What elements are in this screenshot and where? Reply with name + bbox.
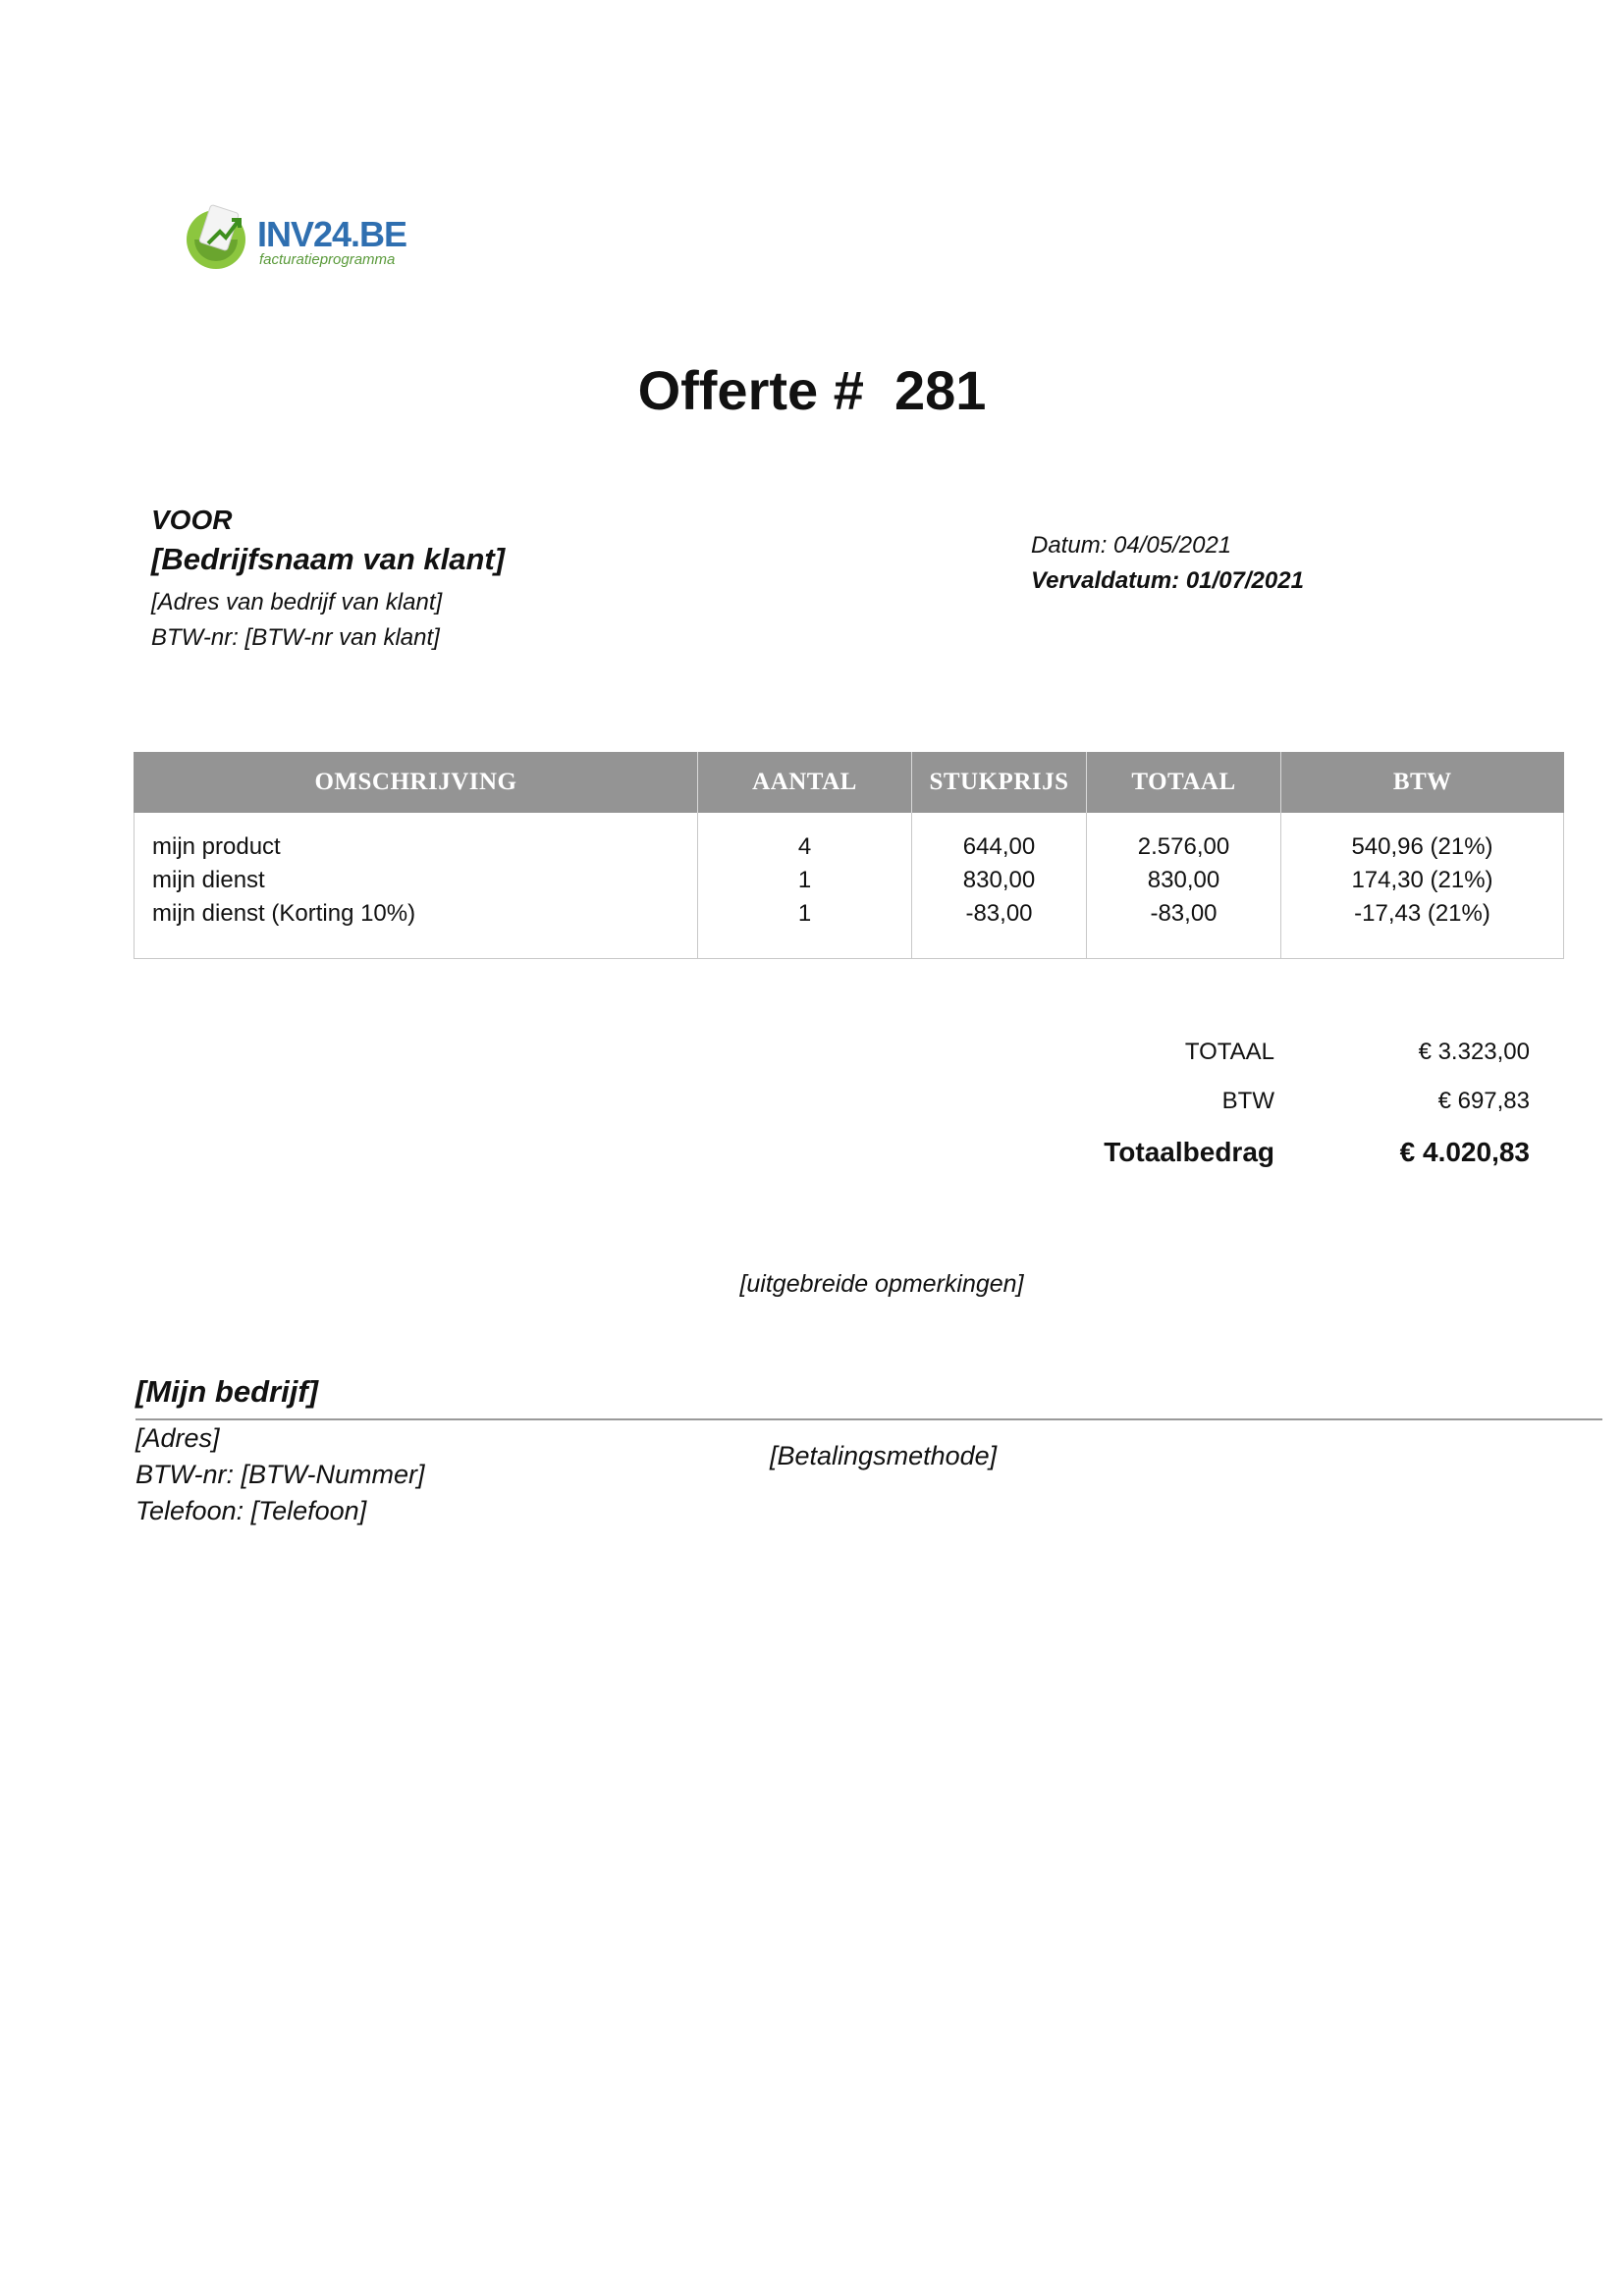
client-name: [Bedrijfsnaam van klant]: [151, 542, 506, 576]
company-name: [Mijn bedrijf]: [135, 1374, 318, 1409]
subtotal-label: TOTAAL: [1184, 1039, 1274, 1065]
client-address: [Adres van bedrijf van klant]: [151, 589, 443, 615]
client-heading: VOOR: [151, 505, 233, 535]
cell-vat: 540,96 (21%): [1281, 813, 1564, 864]
logo-tagline: facturatieprogramma: [259, 251, 396, 268]
document-title: Offerte # 281: [637, 359, 987, 421]
cell-description: mijn dienst: [135, 864, 698, 897]
vat-total-value: € 697,83: [1437, 1088, 1530, 1114]
cell-quantity: 1: [698, 897, 912, 959]
cell-description: mijn dienst (Korting 10%): [135, 897, 698, 959]
logo-brand-text: INV24.BE: [257, 214, 407, 254]
table-row: [135, 864, 1564, 897]
cell-unit-price: -83,00: [912, 897, 1087, 959]
line-items-table: [134, 752, 1564, 959]
column-header-vat: BTW: [1281, 752, 1564, 813]
vat-total-label: BTW: [1221, 1088, 1274, 1114]
cell-quantity: 4: [698, 813, 912, 864]
column-header-unit-price: STUKPRIJS: [912, 752, 1087, 813]
company-logo: [181, 196, 407, 275]
remarks-text: [uitgebreide opmerkingen]: [739, 1270, 1024, 1298]
table-row: [135, 813, 1564, 864]
column-header-quantity: AANTAL: [698, 752, 912, 813]
quote-date: Datum: 04/05/2021: [1031, 532, 1232, 559]
cell-vat: 174,30 (21%): [1281, 864, 1564, 897]
company-phone: Telefoon: [Telefoon]: [135, 1496, 367, 1525]
cell-description: mijn product: [135, 813, 698, 864]
cell-vat: -17,43 (21%): [1281, 897, 1564, 959]
logo-graphic-icon: [181, 200, 251, 271]
subtotal-value: € 3.323,00: [1418, 1039, 1530, 1065]
cell-unit-price: 830,00: [912, 864, 1087, 897]
client-vat-number: BTW-nr: [BTW-nr van klant]: [151, 624, 440, 651]
cell-total: -83,00: [1087, 897, 1281, 959]
cell-total: 830,00: [1087, 864, 1281, 897]
payment-method: [Betalingsmethode]: [770, 1441, 998, 1470]
table-row: [135, 897, 1564, 959]
column-header-total: TOTAAL: [1087, 752, 1281, 813]
company-vat-number: BTW-nr: [BTW-Nummer]: [135, 1460, 425, 1489]
cell-total: 2.576,00: [1087, 813, 1281, 864]
cell-unit-price: 644,00: [912, 813, 1087, 864]
grand-total-label: Totaalbedrag: [1104, 1137, 1274, 1167]
footer-divider: [135, 1418, 1602, 1420]
quote-due-date: Vervaldatum: 01/07/2021: [1031, 567, 1304, 594]
table-header-row: [135, 752, 1564, 813]
column-header-description: OMSCHRIJVING: [135, 752, 698, 813]
cell-quantity: 1: [698, 864, 912, 897]
grand-total-value: € 4.020,83: [1399, 1137, 1530, 1167]
company-address: [Adres]: [135, 1423, 220, 1453]
